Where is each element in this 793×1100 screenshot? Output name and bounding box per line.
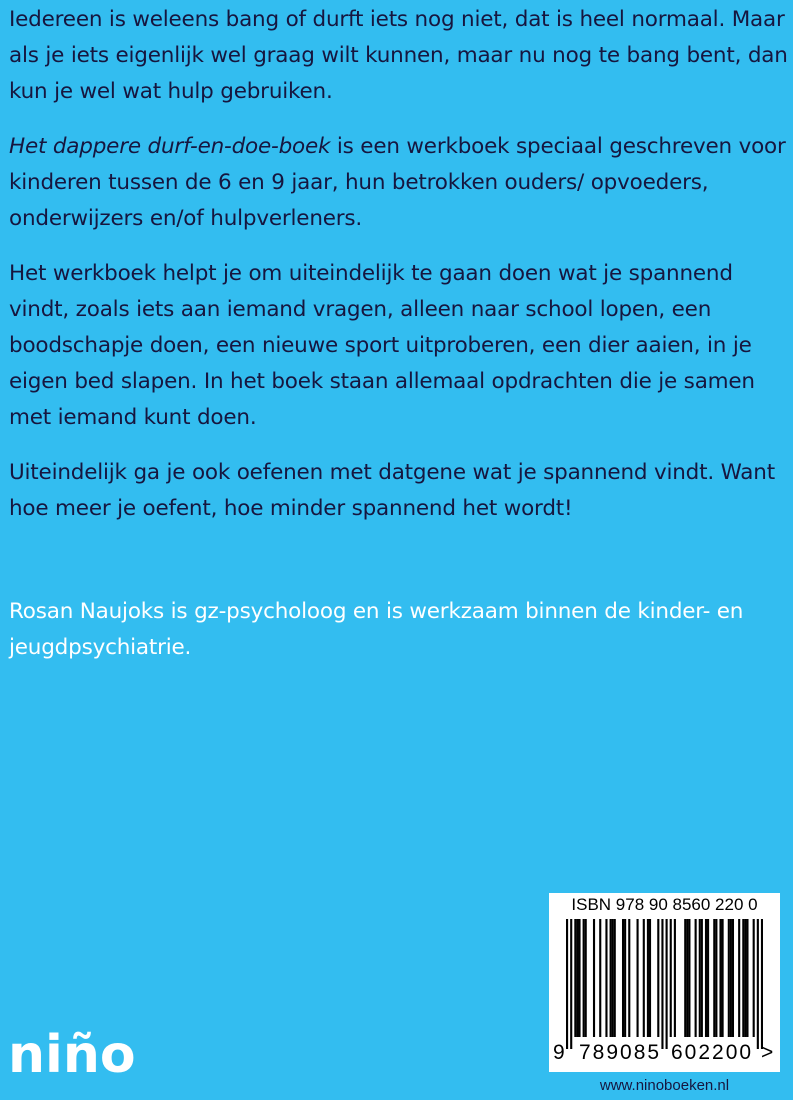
barcode-bar	[728, 919, 730, 1037]
barcode-bar	[722, 919, 724, 1037]
barcode-bar	[612, 919, 614, 1037]
barcode-bar	[657, 919, 659, 1037]
barcode-bar	[686, 919, 688, 1037]
barcode-bar	[578, 919, 580, 1037]
barcode-bar	[643, 919, 645, 1037]
barcode-bar	[742, 919, 744, 1037]
paragraph-3: Het werkboek helpt je om uiteindelijk te gaan doen wat je spannend vindt, zoals iets aan iemand vragen, alleen naar school lopen, een boodschapje doen, een nieuwe sport uitproberen, een dier aaien, in je eigen bed slapen. In het boek staan allemaal opdrachten die je samen met iemand kunt doen.	[9, 261, 755, 430]
website: www.ninoboeken.nl	[599, 1077, 730, 1094]
barcode-bar	[730, 919, 732, 1037]
barcode-digits-right: 602200	[671, 1041, 754, 1064]
barcode-bar	[614, 919, 616, 1037]
barcode-bar	[713, 919, 715, 1037]
barcode-bar	[684, 919, 686, 1037]
barcode-bar	[688, 919, 690, 1037]
paragraph-1: Iedereen is weleens bang of durft iets nog niet, dat is heel normaal. Maar als je iets eigenlijk wel graag wilt kunnen, maar nu nog te bang bent, dan kun je wel wat hulp gebruiken.	[9, 7, 788, 104]
barcode-digit-first: 9	[553, 1041, 565, 1064]
barcode-bar	[649, 919, 651, 1037]
paragraph-4: Uiteindelijk ga je ook oefenen met datgene wat je spannend vindt. Want hoe meer je oefent, hoe minder spannend het wordt!	[9, 460, 775, 521]
author-bio: Rosan Naujoks is gz-psycholoog en is werkzaam binnen de kinder- en jeugdpsychiatrie.	[9, 599, 744, 660]
barcode-bar	[637, 919, 639, 1037]
barcode-bar	[761, 919, 763, 1049]
barcode-bar	[583, 919, 585, 1037]
publisher-logo	[6, 1010, 146, 1080]
barcode-bar	[746, 919, 748, 1037]
barcode-bar	[732, 919, 734, 1037]
barcode-bar	[744, 919, 746, 1037]
barcode-bar	[701, 919, 703, 1037]
barcode-bar	[624, 919, 626, 1037]
barcode-bar	[661, 919, 663, 1049]
barcode-bar	[699, 919, 701, 1037]
barcode-bar	[707, 919, 709, 1037]
barcode-bar	[622, 919, 624, 1037]
barcode-bar	[757, 919, 759, 1049]
barcode-digits-left: 789085	[579, 1041, 662, 1064]
paragraph-2	[9, 129, 789, 237]
barcode-bar	[574, 919, 576, 1037]
barcode-bar	[585, 919, 587, 1037]
barcode-bar	[599, 919, 601, 1037]
isbn-label: ISBN 978 90 8560 220 0	[571, 895, 758, 914]
barcode-bar	[753, 919, 755, 1037]
barcode-bar	[705, 919, 707, 1037]
barcode-bar	[695, 919, 697, 1037]
barcode-bar	[576, 919, 578, 1037]
barcode-bar	[738, 919, 740, 1037]
barcode-bar	[610, 919, 612, 1037]
publisher-logo-text: niño	[8, 1025, 136, 1080]
isbn-barcode	[549, 893, 780, 1072]
barcode-bars	[566, 919, 763, 1049]
barcode-bar	[628, 919, 630, 1037]
barcode-bar	[566, 919, 568, 1049]
barcode-bar	[670, 919, 672, 1037]
barcode-bar	[719, 919, 721, 1037]
barcode-arrow: >	[761, 1041, 774, 1064]
paragraph-2-text: is een werkboek speciaal geschreven voor kinderen tussen de 6 en 9 jaar, hun betrokken ouders/ opvoeders, onderwijzers en/of hulpverleners.	[9, 134, 786, 231]
author-bio-block	[9, 594, 789, 666]
book-title: Het dappere durf-en-doe-boek	[9, 134, 331, 159]
barcode-bar	[593, 919, 595, 1037]
barcode-bar	[570, 919, 572, 1049]
barcode-bar	[715, 919, 717, 1037]
barcode-bar	[647, 919, 649, 1037]
blurb	[9, 2, 789, 546]
barcode-bar	[605, 919, 607, 1037]
barcode-bar	[674, 919, 676, 1037]
barcode-bar	[666, 919, 668, 1049]
